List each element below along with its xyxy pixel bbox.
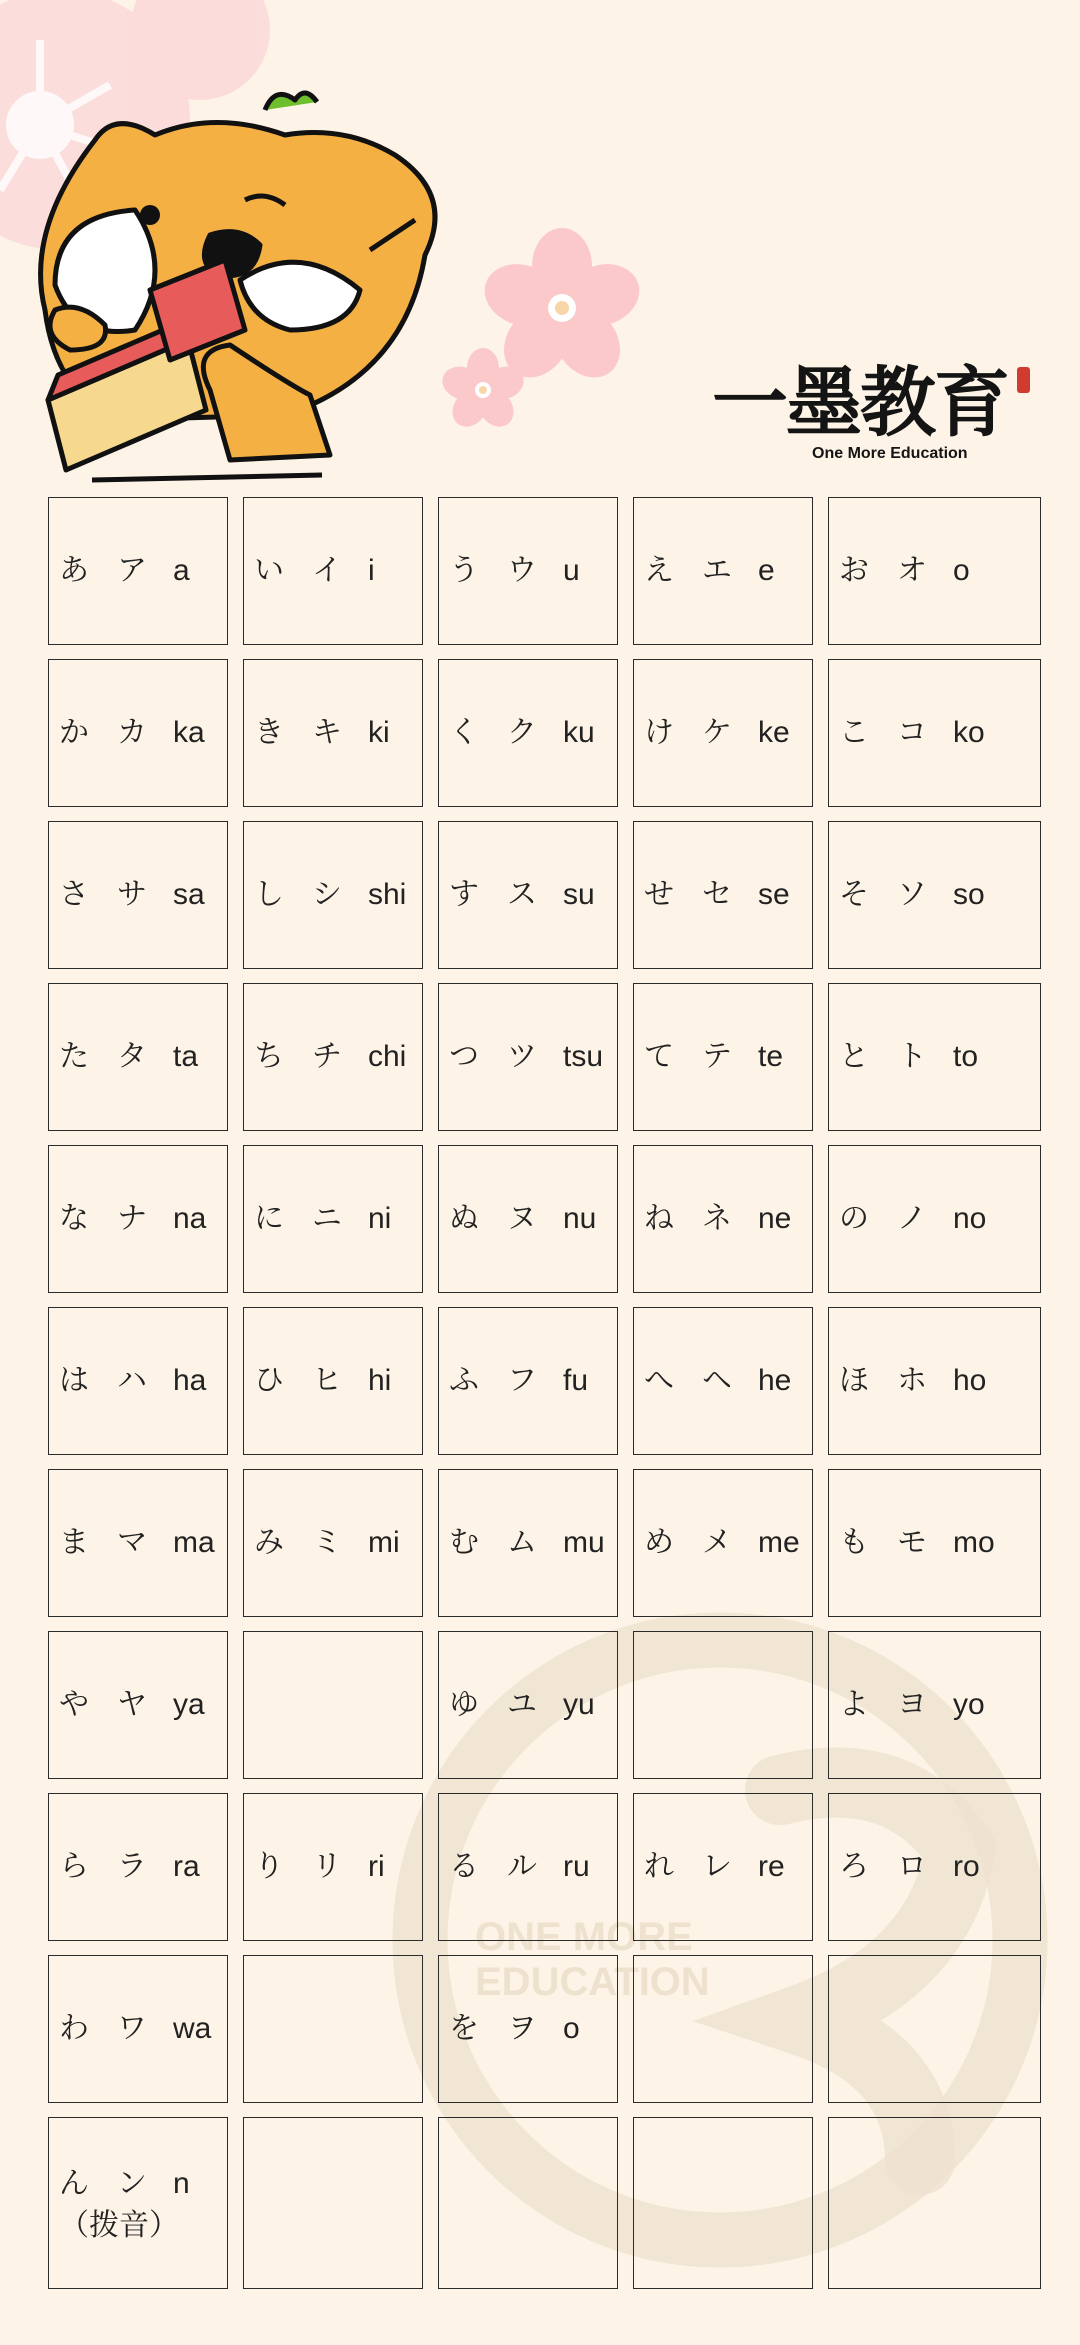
kana-cell <box>828 1145 1041 1293</box>
katakana-char: セ <box>702 877 732 912</box>
romaji-text: ra <box>173 1850 200 1883</box>
katakana-char: ヲ <box>507 2011 537 2046</box>
romaji-text: ne <box>758 1202 792 1235</box>
romaji-text: o <box>953 554 970 587</box>
kana-cell <box>243 2117 423 2289</box>
hiragana-char: ほ <box>839 1363 869 1398</box>
kana-cell <box>438 821 618 969</box>
romaji-text: ke <box>758 716 790 749</box>
katakana-char: ケ <box>702 715 732 750</box>
romaji-text: fu <box>563 1364 589 1397</box>
romaji-text: a <box>173 554 190 587</box>
romaji-text: to <box>953 1040 979 1073</box>
kana-cell <box>48 497 228 645</box>
katakana-char: ナ <box>117 1201 147 1236</box>
hiragana-char: ま <box>59 1525 89 1560</box>
hiragana-char: え <box>644 553 674 588</box>
kana-cell <box>48 983 228 1131</box>
romaji-text: ni <box>368 1202 392 1235</box>
romaji-text: chi <box>368 1040 407 1073</box>
kana-cell <box>48 1307 228 1455</box>
kana-cell <box>633 1145 813 1293</box>
katakana-char: チ <box>312 1039 342 1074</box>
romaji-text: ro <box>953 1850 980 1883</box>
romaji-text: ko <box>953 716 985 749</box>
romaji-text: me <box>758 1526 800 1559</box>
katakana-char: キ <box>312 715 342 750</box>
hiragana-char: て <box>644 1039 674 1074</box>
katakana-char: エ <box>702 553 732 588</box>
katakana-char: リ <box>312 1849 342 1884</box>
romaji-text: shi <box>368 878 407 911</box>
hiragana-char: い <box>254 553 284 588</box>
katakana-char: ア <box>117 553 147 588</box>
katakana-char: ン <box>117 2166 147 2201</box>
katakana-char: シ <box>312 877 342 912</box>
romaji-text: ki <box>368 716 390 749</box>
romaji-text: i <box>368 554 375 587</box>
romaji-text: ri <box>368 1850 385 1883</box>
romaji-text: no <box>953 1202 987 1235</box>
romaji-text: yo <box>953 1688 985 1721</box>
kana-cell <box>48 1955 228 2103</box>
hiragana-char: わ <box>59 2011 89 2046</box>
kana-cell <box>633 821 813 969</box>
romaji-text: te <box>758 1040 784 1073</box>
kana-cell <box>633 983 813 1131</box>
hiragana-char: よ <box>839 1687 869 1722</box>
hiragana-char: り <box>254 1849 284 1884</box>
kana-cell <box>438 983 618 1131</box>
romaji-text: sa <box>173 878 205 911</box>
kana-cell <box>633 497 813 645</box>
romaji-text: n <box>173 2167 190 2200</box>
romaji-text: na <box>173 1202 207 1235</box>
kana-cell <box>438 1307 618 1455</box>
romaji-text: o <box>563 2012 580 2045</box>
katakana-char: ユ <box>507 1687 537 1722</box>
hiragana-char: す <box>449 877 479 912</box>
hiragana-char: ら <box>59 1849 89 1884</box>
watermark-text-2: EDUCATION <box>475 1960 710 2004</box>
romaji-text: ka <box>173 716 205 749</box>
katakana-char: ノ <box>897 1201 927 1236</box>
kana-cell <box>828 1955 1041 2103</box>
katakana-char: ム <box>507 1525 537 1560</box>
romaji-text: mi <box>368 1526 400 1559</box>
kana-cell <box>48 821 228 969</box>
hiragana-char: く <box>449 715 479 750</box>
hiragana-char: そ <box>839 877 869 912</box>
hiragana-char: を <box>449 2011 479 2046</box>
hiragana-char: あ <box>59 553 89 588</box>
kana-cell <box>633 1469 813 1617</box>
watermark-text-1: ONE MORE <box>475 1915 693 1959</box>
hiragana-char: の <box>839 1201 869 1236</box>
hiragana-char: や <box>59 1687 89 1722</box>
katakana-char: ホ <box>897 1363 927 1398</box>
kana-cell <box>633 1631 813 1779</box>
kana-cell <box>438 497 618 645</box>
romaji-text: ku <box>563 716 595 749</box>
katakana-char: フ <box>507 1363 537 1398</box>
kana-cell <box>828 659 1041 807</box>
kana-cell <box>243 821 423 969</box>
kana-cell <box>828 1631 1041 1779</box>
katakana-char: ラ <box>117 1849 147 1884</box>
shiba-dog-eating-book-icon <box>41 93 435 480</box>
kana-note: （拨音） <box>59 2208 179 2243</box>
kana-cell <box>48 1145 228 1293</box>
hiragana-char: し <box>254 877 284 912</box>
katakana-char: テ <box>702 1039 732 1074</box>
kana-cell <box>828 1793 1041 1941</box>
kana-cell <box>48 1631 228 1779</box>
katakana-char: コ <box>897 715 927 750</box>
romaji-text: tsu <box>563 1040 604 1073</box>
kana-cell <box>828 1307 1041 1455</box>
hiragana-char: か <box>59 715 89 750</box>
katakana-char: ワ <box>117 2011 147 2046</box>
katakana-char: モ <box>897 1525 927 1560</box>
romaji-text: mu <box>563 1526 605 1559</box>
brand-logo <box>712 358 1042 480</box>
hiragana-char: み <box>254 1525 284 1560</box>
romaji-text: wa <box>173 2012 212 2045</box>
romaji-text: ru <box>563 1850 590 1883</box>
kana-cell <box>633 1307 813 1455</box>
kana-cell <box>48 659 228 807</box>
kana-cell <box>243 1955 423 2103</box>
kana-cell <box>828 497 1041 645</box>
kana-cell <box>48 2117 228 2289</box>
kana-cell <box>633 2117 813 2289</box>
hiragana-char: ふ <box>449 1363 479 1398</box>
hiragana-char: は <box>59 1363 89 1398</box>
katakana-char: ニ <box>312 1201 342 1236</box>
hiragana-char: に <box>254 1201 284 1236</box>
kana-cell <box>438 1145 618 1293</box>
hiragana-char: む <box>449 1525 479 1560</box>
hiragana-char: こ <box>839 715 869 750</box>
hiragana-char: ね <box>644 1201 674 1236</box>
katakana-char: ク <box>507 715 537 750</box>
romaji-text: yu <box>563 1688 595 1721</box>
katakana-char: レ <box>702 1849 732 1884</box>
hiragana-char: た <box>59 1039 89 1074</box>
seal-stamp-icon <box>1017 367 1030 393</box>
brand-tagline: One More Education <box>812 445 968 462</box>
katakana-char: オ <box>897 553 927 588</box>
kana-cell <box>438 1955 618 2103</box>
romaji-text: he <box>758 1364 792 1397</box>
hiragana-char: つ <box>449 1039 479 1074</box>
hiragana-char: と <box>839 1039 869 1074</box>
katakana-char: メ <box>702 1525 732 1560</box>
katakana-char: ト <box>897 1039 927 1074</box>
kana-cell <box>243 983 423 1131</box>
romaji-text: ho <box>953 1364 987 1397</box>
romaji-text: hi <box>368 1364 392 1397</box>
hiragana-char: せ <box>644 877 674 912</box>
romaji-text: re <box>758 1850 785 1883</box>
katakana-char: ソ <box>897 877 927 912</box>
kana-cell <box>828 983 1041 1131</box>
kana-cell <box>828 1469 1041 1617</box>
kana-cell <box>633 659 813 807</box>
romaji-text: ya <box>173 1688 205 1721</box>
kana-cell <box>438 1469 618 1617</box>
kana-cell <box>48 1469 228 1617</box>
hiragana-char: る <box>449 1849 479 1884</box>
hiragana-char: め <box>644 1525 674 1560</box>
kana-cell <box>243 1793 423 1941</box>
katakana-char: マ <box>117 1525 147 1560</box>
hiragana-char: ぬ <box>449 1201 479 1236</box>
romaji-text: ma <box>173 1526 215 1559</box>
kana-cell <box>48 1793 228 1941</box>
kana-cell <box>438 1793 618 1941</box>
romaji-text: nu <box>563 1202 597 1235</box>
kana-cell <box>438 659 618 807</box>
romaji-text: mo <box>953 1526 995 1559</box>
romaji-text: ta <box>173 1040 199 1073</box>
hiragana-char: も <box>839 1525 869 1560</box>
kana-cell <box>438 2117 618 2289</box>
kana-cell <box>243 1631 423 1779</box>
romaji-text: se <box>758 878 790 911</box>
katakana-char: ネ <box>702 1201 732 1236</box>
hiragana-char: き <box>254 715 284 750</box>
katakana-char: ル <box>507 1849 537 1884</box>
hiragana-char: さ <box>59 877 89 912</box>
katakana-char: ハ <box>117 1363 147 1398</box>
hiragana-char: な <box>59 1201 89 1236</box>
kana-cell <box>243 1469 423 1617</box>
brand-name: 一墨教育 <box>712 358 1008 447</box>
romaji-text: e <box>758 554 775 587</box>
katakana-char: タ <box>117 1039 147 1074</box>
romaji-text: u <box>563 554 580 587</box>
hiragana-char: ち <box>254 1039 284 1074</box>
kana-cell <box>828 2117 1041 2289</box>
sakura-flower-icon <box>477 228 648 390</box>
kana-cell <box>243 659 423 807</box>
kana-cell <box>243 1307 423 1455</box>
katakana-char: ヌ <box>507 1201 537 1236</box>
katakana-char: ヒ <box>312 1363 342 1398</box>
katakana-char: カ <box>117 715 147 750</box>
kana-cell <box>828 821 1041 969</box>
hiragana-char: へ <box>644 1363 674 1398</box>
hiragana-char: ろ <box>839 1849 869 1884</box>
katakana-char: ツ <box>507 1039 537 1074</box>
hiragana-char: お <box>839 553 869 588</box>
katakana-char: ヨ <box>897 1687 927 1722</box>
hiragana-char: ひ <box>254 1363 284 1398</box>
kana-cell <box>243 1145 423 1293</box>
hiragana-char: う <box>449 553 479 588</box>
hiragana-char: ん <box>59 2166 89 2201</box>
hiragana-char: け <box>644 715 674 750</box>
romaji-text: ha <box>173 1364 207 1397</box>
katakana-char: ヘ <box>702 1363 732 1398</box>
katakana-char: ヤ <box>117 1687 147 1722</box>
kana-cell <box>438 1631 618 1779</box>
kana-cell <box>243 497 423 645</box>
hiragana-char: ゆ <box>449 1687 479 1722</box>
romaji-text: so <box>953 878 985 911</box>
katakana-char: ウ <box>507 553 537 588</box>
katakana-char: イ <box>312 553 342 588</box>
hiragana-char: れ <box>644 1849 674 1884</box>
kana-cell <box>633 1793 813 1941</box>
katakana-char: ミ <box>312 1525 342 1560</box>
romaji-text: su <box>563 878 595 911</box>
katakana-char: サ <box>117 877 147 912</box>
katakana-char: ロ <box>897 1849 927 1884</box>
kana-cell <box>633 1955 813 2103</box>
katakana-char: ス <box>507 877 537 912</box>
